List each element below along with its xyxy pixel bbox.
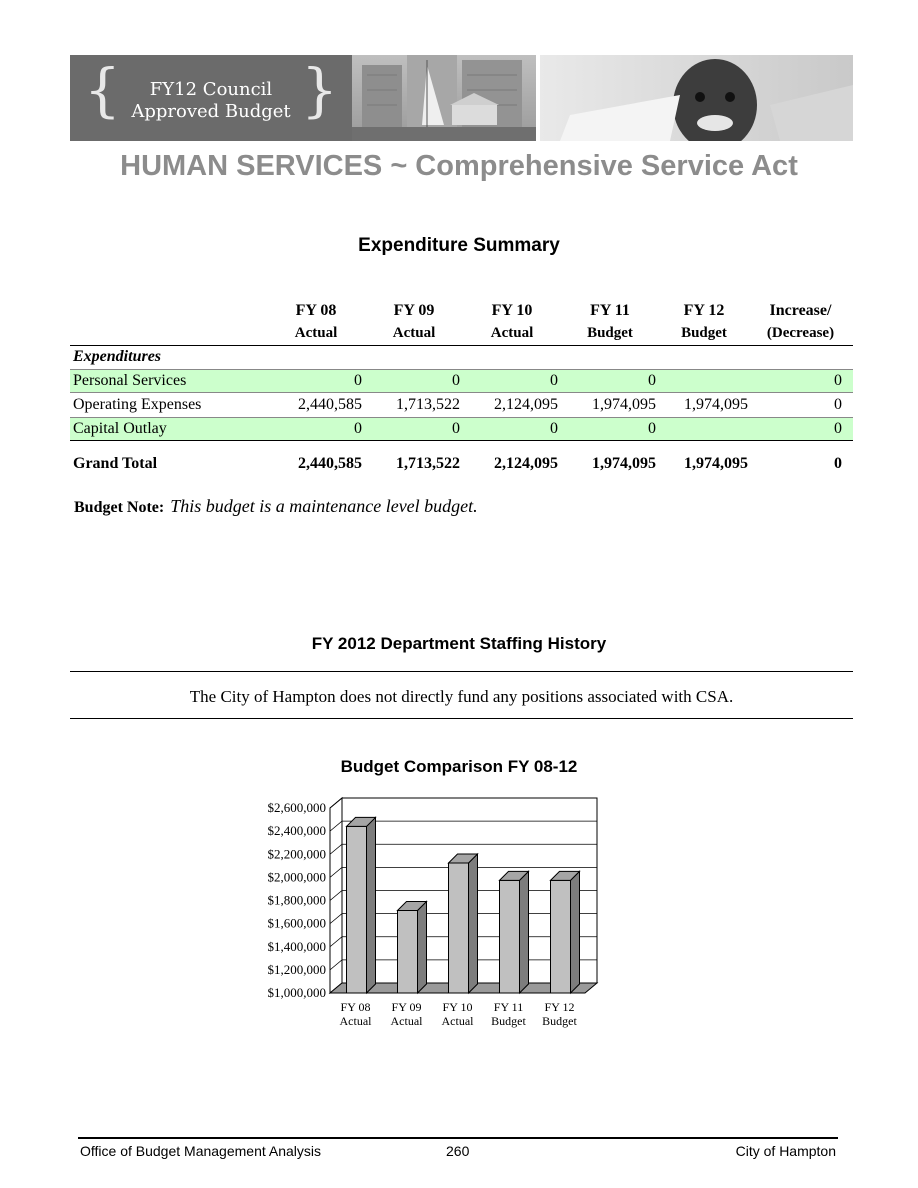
page-title: HUMAN SERVICES ~ Comprehensive Service Act (120, 150, 798, 182)
chart-x-axis (340, 1000, 578, 1028)
left-brace-icon: { (84, 56, 121, 124)
bar-front (551, 880, 571, 993)
bar-side (418, 901, 427, 993)
row-label: Capital Outlay (73, 420, 167, 437)
col-subheader: Actual (392, 325, 436, 341)
row-value: 0 (834, 420, 842, 437)
col-header: FY 08 (295, 302, 337, 319)
table-row (70, 394, 853, 416)
col-header: Increase/ (769, 302, 832, 319)
grand-total-row (70, 453, 853, 475)
x-tick-label: Actual (339, 1014, 372, 1028)
section-label: Expenditures (73, 348, 162, 365)
staffing-bottom-rule (70, 718, 853, 719)
x-tick-label: FY 11 (493, 1000, 524, 1014)
bar-side (469, 854, 478, 993)
row-value: 2,440,585 (298, 396, 362, 413)
col-subheader: (Decrease) (766, 325, 835, 341)
bar-front (398, 910, 418, 993)
bar (449, 854, 478, 993)
row-value: 0 (834, 396, 842, 413)
col-header: FY 10 (491, 302, 533, 319)
header-banner (70, 55, 853, 141)
x-tick-label: FY 09 (391, 1000, 422, 1014)
x-tick-label: Budget (491, 1014, 526, 1028)
col-subheader: Budget (681, 325, 727, 341)
banner-title (120, 79, 302, 123)
x-tick-label: Budget (542, 1014, 577, 1028)
col-subheader: Budget (587, 325, 633, 341)
col-header: FY 12 (683, 302, 725, 319)
total-value: 0 (834, 455, 842, 472)
bar (398, 901, 427, 993)
y-tick-label: $1,000,000 (267, 985, 326, 1000)
table-row (70, 369, 853, 393)
section-label-row (70, 346, 853, 368)
bar (551, 871, 580, 993)
y-tick-label: $1,400,000 (267, 938, 326, 954)
total-value: 1,974,095 (684, 455, 748, 472)
row-label: Operating Expenses (73, 396, 202, 413)
row-value: 0 (452, 420, 460, 437)
bar-side (520, 871, 529, 993)
x-tick-label: Actual (390, 1014, 423, 1028)
row-value: 0 (354, 420, 362, 437)
budget-note-label: Budget Note: (74, 499, 165, 516)
row-value: 1,974,095 (684, 396, 748, 413)
expenditure-summary-heading: Expenditure Summary (358, 235, 560, 256)
bar-side (571, 871, 580, 993)
row-value: 0 (550, 372, 558, 389)
y-tick-label: $2,600,000 (267, 800, 326, 815)
page-number: 260 (446, 1143, 470, 1159)
row-value: 0 (834, 372, 842, 389)
row-value: 0 (354, 372, 362, 389)
col-subheader: Actual (490, 325, 534, 341)
y-tick-label: $2,400,000 (267, 823, 326, 839)
table-row (70, 417, 853, 441)
x-tick-label: FY 10 (442, 1000, 473, 1014)
footer-left: Office of Budget Management Analysis (80, 1143, 321, 1159)
x-tick-label: FY 12 (544, 1000, 575, 1014)
row-value: 1,974,095 (592, 396, 656, 413)
staffing-heading: FY 2012 Department Staffing History (311, 634, 607, 653)
bar-side (367, 817, 376, 993)
chart-title: Budget Comparison FY 08-12 (340, 757, 578, 776)
banner-line-2: Approved Budget (131, 101, 291, 122)
child-photo (540, 55, 853, 141)
col-subheader: Actual (294, 325, 338, 341)
budget-note-text: This budget is a maintenance level budget. (170, 496, 478, 516)
row-value: 0 (550, 420, 558, 437)
total-divider (70, 440, 853, 441)
staffing-text: The City of Hampton does not directly fund any positions associated with CSA. (189, 687, 734, 706)
budget-label-box (70, 55, 352, 141)
row-value: 0 (452, 372, 460, 389)
row-value: 0 (648, 420, 656, 437)
y-tick-label: $1,200,000 (267, 961, 326, 977)
bar (500, 871, 529, 993)
chart-y-axis (268, 800, 327, 1000)
col-header: FY 09 (393, 302, 435, 319)
total-value: 2,124,095 (494, 455, 558, 472)
total-value: 1,974,095 (592, 455, 656, 472)
bar (347, 817, 376, 993)
table-header-top (70, 300, 853, 322)
harbor-photo (352, 55, 536, 141)
table-header-bottom (70, 322, 853, 344)
y-tick-label: $1,800,000 (267, 892, 326, 908)
right-brace-icon: } (301, 56, 338, 124)
total-label: Grand Total (73, 455, 158, 472)
banner-line-1: FY12 Council (149, 79, 273, 100)
row-value: 0 (648, 372, 656, 389)
col-header: FY 11 (590, 302, 630, 319)
row-label: Personal Services (73, 372, 187, 389)
y-tick-label: $2,200,000 (267, 846, 326, 862)
bar-front (347, 826, 367, 993)
staffing-top-rule (70, 671, 853, 672)
bar-front (500, 880, 520, 993)
y-tick-label: $1,600,000 (267, 915, 326, 931)
total-value: 1,713,522 (396, 455, 460, 472)
budget-note (74, 496, 478, 517)
footer-right: City of Hampton (735, 1143, 836, 1159)
budget-comparison-chart (0, 785, 918, 1045)
row-value: 2,124,095 (494, 396, 558, 413)
total-value: 2,440,585 (298, 455, 362, 472)
x-tick-label: Actual (441, 1014, 474, 1028)
row-value: 1,713,522 (396, 396, 460, 413)
footer-rule (78, 1137, 838, 1139)
y-tick-label: $2,000,000 (267, 869, 326, 885)
x-tick-label: FY 08 (340, 1000, 371, 1014)
bar-front (449, 863, 469, 993)
